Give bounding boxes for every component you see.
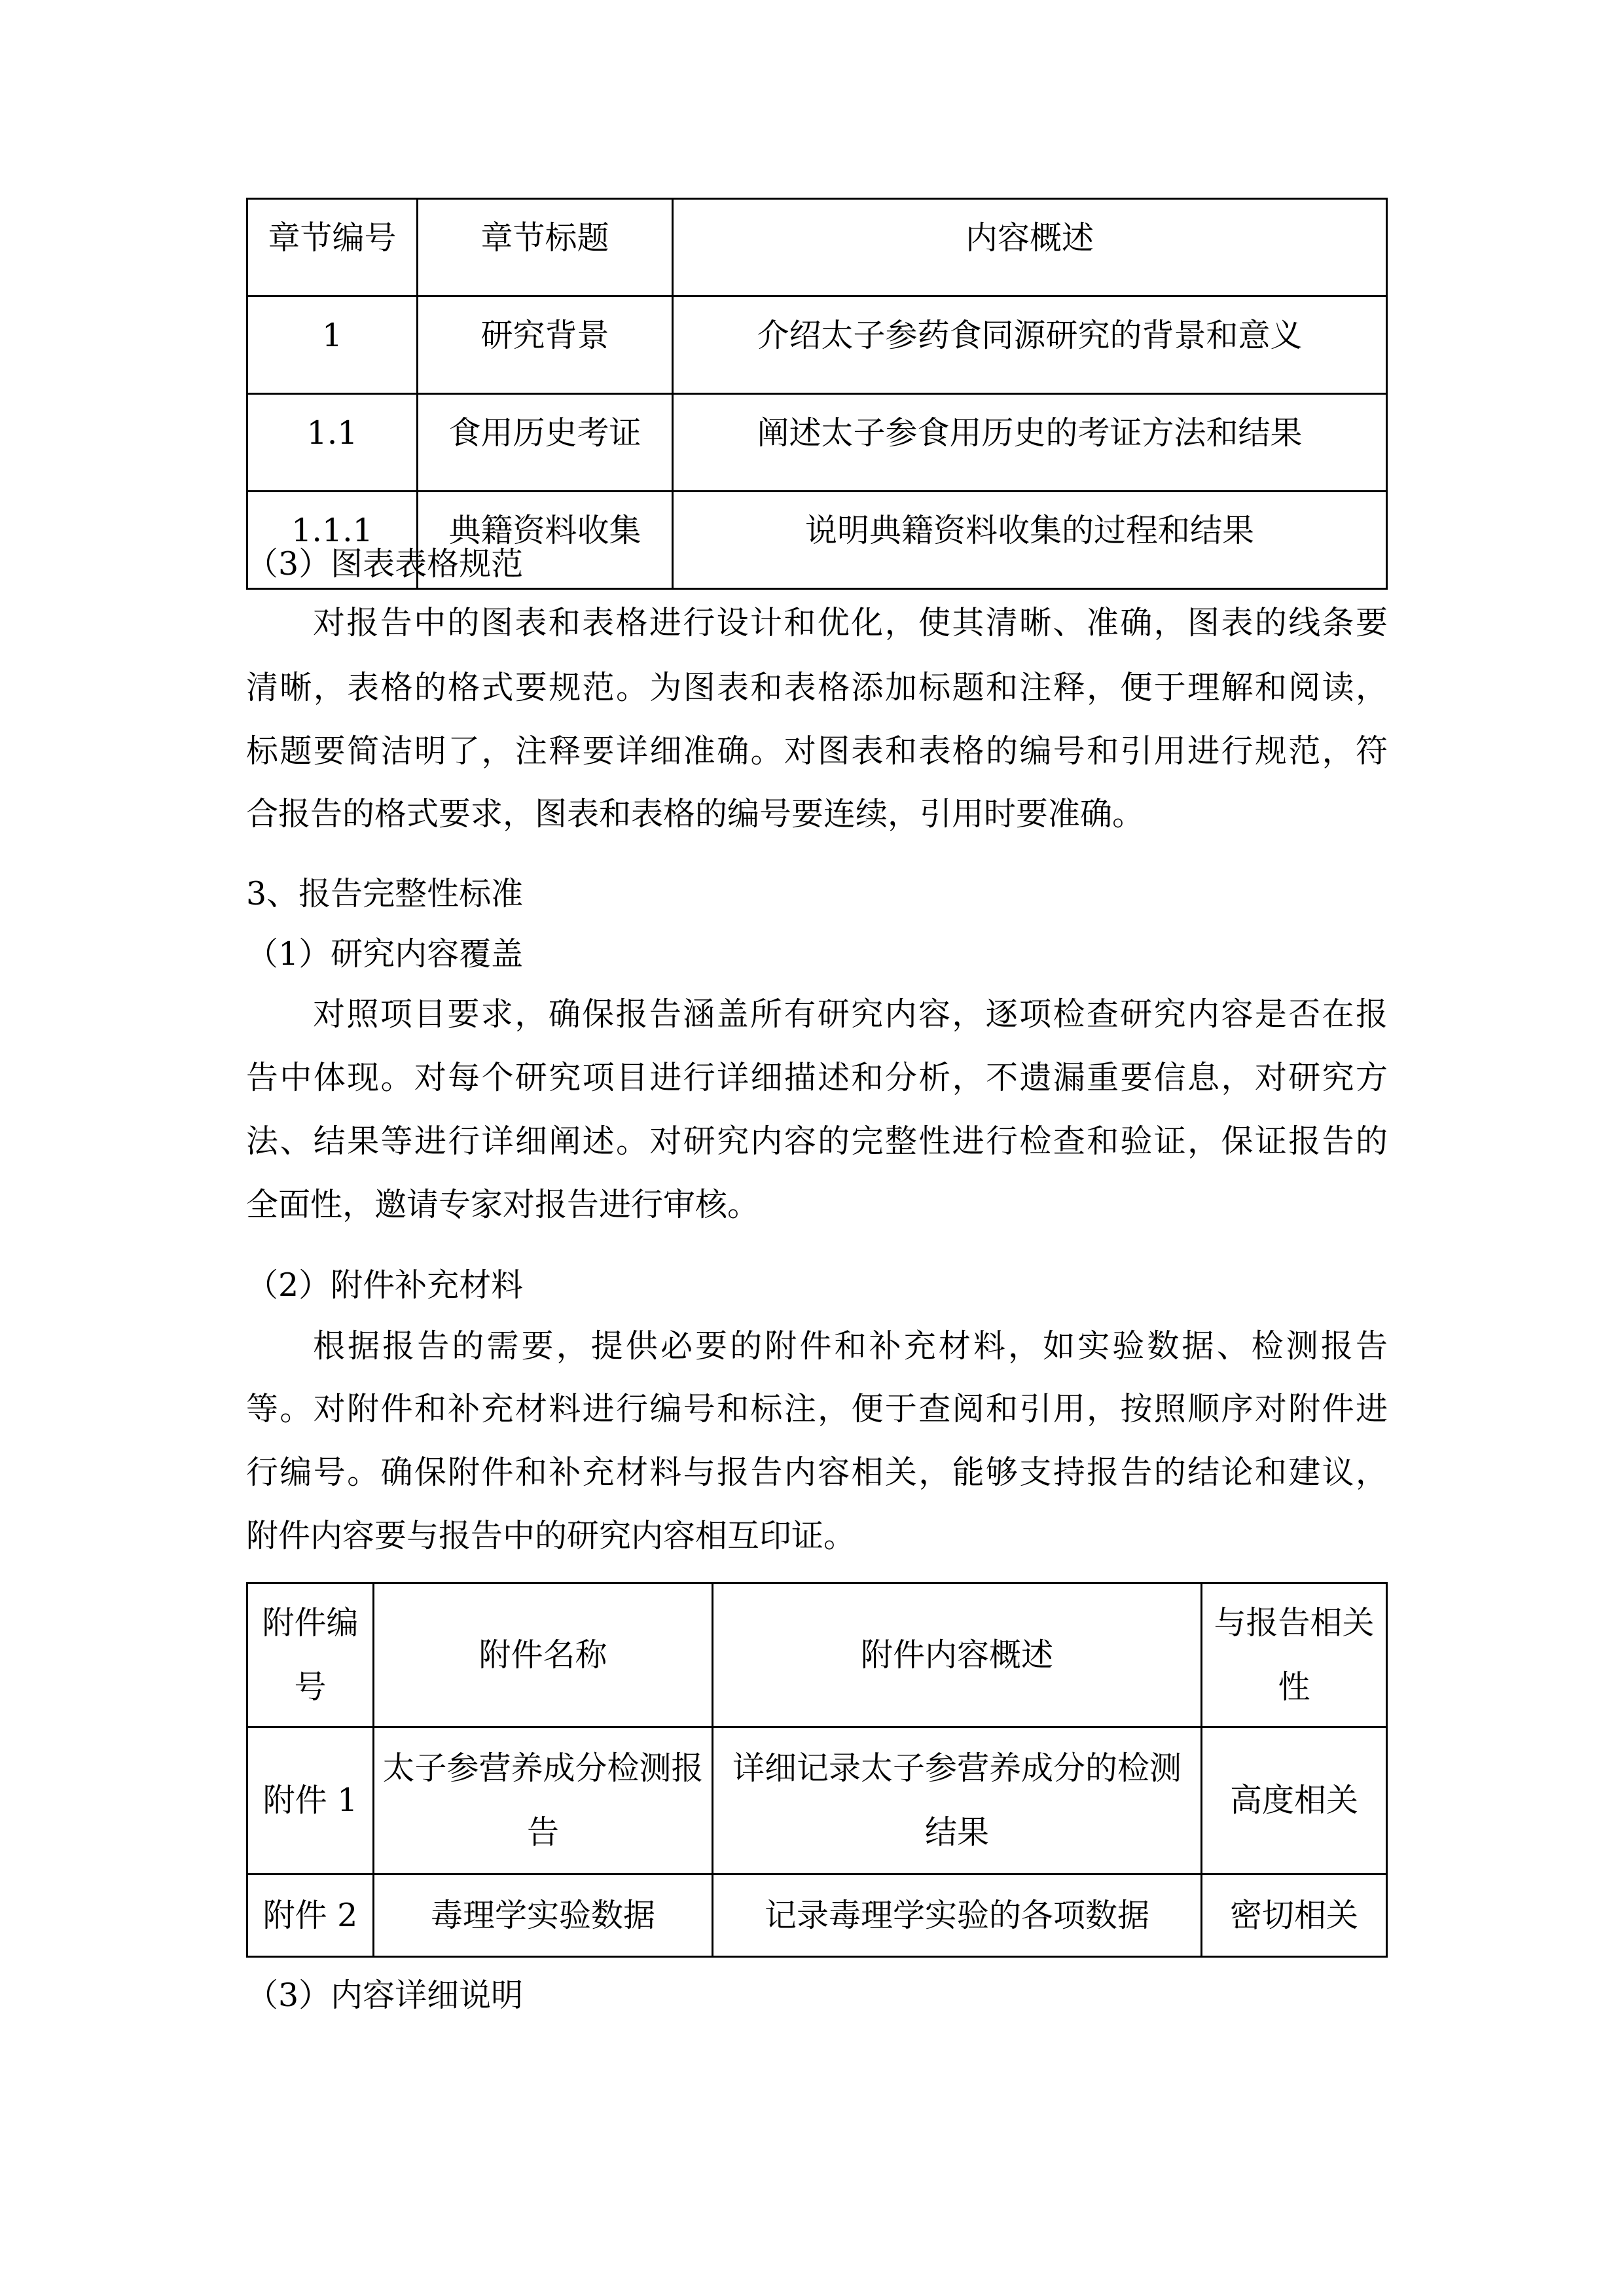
- header-cell: 附件内容概述: [713, 1583, 1202, 1727]
- subsection-heading: （2）附件补充材料: [246, 1266, 524, 1304]
- table-cell: 高度相关: [1202, 1727, 1387, 1874]
- header-cell: 章节编号: [247, 199, 418, 296]
- header-cell: 附件编号: [247, 1583, 374, 1727]
- header-cell: 内容概述: [673, 199, 1387, 296]
- header-cell: 附件名称: [374, 1583, 713, 1727]
- paragraph-line: 对照项目要求，确保报告涵盖所有研究内容，逐项检查研究内容是否在报: [313, 996, 1388, 1033]
- paragraph-line: 行编号。确保附件和补充材料与报告内容相关，能够支持报告的结论和建议，: [246, 1454, 1388, 1491]
- table-cell: 太子参营养成分检测报告: [374, 1727, 713, 1874]
- table-row: [247, 394, 1387, 492]
- table-cell: 介绍太子参药食同源研究的背景和意义: [673, 296, 1387, 394]
- table-cell: 阐述太子参食用历史的考证方法和结果: [673, 394, 1387, 492]
- section-heading: （3）图表表格规范: [246, 545, 524, 583]
- subsection-heading: （1）研究内容覆盖: [246, 935, 524, 973]
- table-cell: 详细记录太子参营养成分的检测结果: [713, 1727, 1202, 1874]
- paragraph-line: 附件内容要与报告中的研究内容相互印证。: [246, 1517, 856, 1554]
- table-cell: 典籍资料收集: [418, 492, 673, 589]
- table-row: [247, 1727, 1387, 1874]
- table-header-row: [247, 1583, 1387, 1727]
- table-cell: 记录毒理学实验的各项数据: [713, 1874, 1202, 1957]
- header-cell: 与报告相关性: [1202, 1583, 1387, 1727]
- paragraph-line: 标题要简洁明了，注释要详细准确。对图表和表格的编号和引用进行规范，符: [246, 732, 1388, 770]
- table-cell: 说明典籍资料收集的过程和结果: [673, 492, 1387, 589]
- paragraph-line: 清晰，表格的格式要规范。为图表和表格添加标题和注释，便于理解和阅读，: [246, 669, 1388, 706]
- table-cell: 毒理学实验数据: [374, 1874, 713, 1957]
- table-header-row: [247, 199, 1387, 296]
- paragraph-line: 等。对附件和补充材料进行编号和标注，便于查阅和引用，按照顺序对附件进: [246, 1390, 1388, 1427]
- subsection-heading: （3）内容详细说明: [246, 1977, 524, 2014]
- table-cell: 附件 2: [247, 1874, 374, 1957]
- header-cell: 章节标题: [418, 199, 673, 296]
- paragraph-line: 对报告中的图表和表格进行设计和优化，使其清晰、准确，图表的线条要: [313, 604, 1388, 641]
- table-cell: 食用历史考证: [418, 394, 673, 492]
- table-cell: 附件 1: [247, 1727, 374, 1874]
- table-cell: 1.1.1: [247, 492, 418, 589]
- paragraph-line: 根据报告的需要，提供必要的附件和补充材料，如实验数据、检测报告: [313, 1327, 1388, 1365]
- section-heading: 3、报告完整性标准: [246, 875, 524, 912]
- table-cell: 研究背景: [418, 296, 673, 394]
- paragraph-line: 全面性，邀请专家对报告进行审核。: [246, 1186, 760, 1223]
- table-row: [247, 1874, 1387, 1957]
- table-cell: 1.1: [247, 394, 418, 492]
- chapter-table: [246, 198, 1388, 590]
- paragraph-line: 告中体现。对每个研究项目进行详细描述和分析，不遗漏重要信息，对研究方: [246, 1059, 1388, 1096]
- paragraph-line: 法、结果等进行详细阐述。对研究内容的完整性进行检查和验证，保证报告的: [246, 1122, 1388, 1160]
- table-row: [247, 296, 1387, 394]
- attachment-table: [246, 1582, 1388, 1958]
- table-cell: 密切相关: [1202, 1874, 1387, 1957]
- table-cell: 1: [247, 296, 418, 394]
- paragraph-line: 合报告的格式要求，图表和表格的编号要连续，引用时要准确。: [246, 795, 1145, 833]
